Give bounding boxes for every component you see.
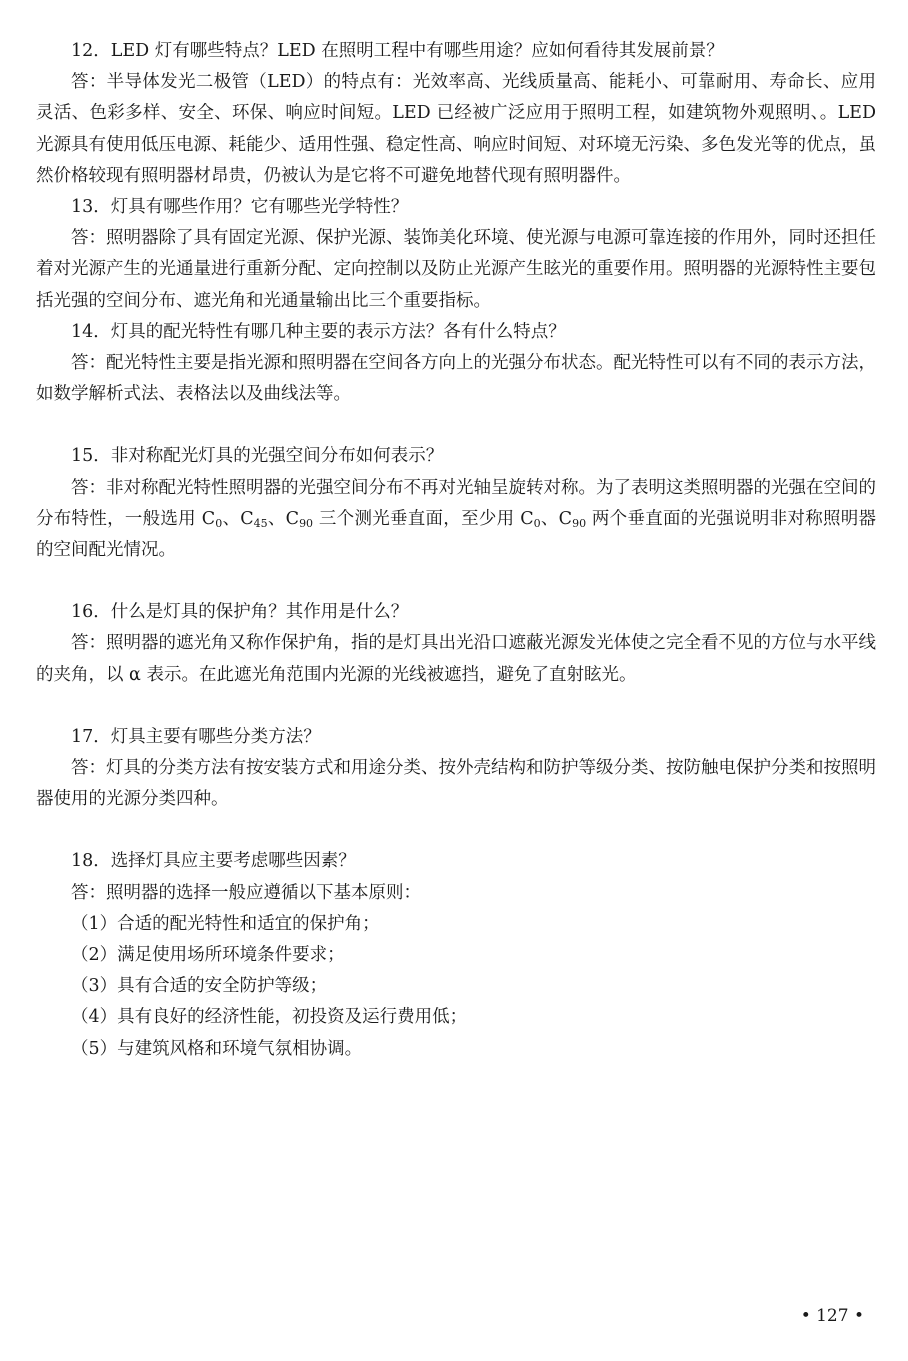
answer-segment: 答：非对称配光特性照明器的光强空间分布不再对光轴呈旋转对称。为了表明这类照明器的光强在空间的分布特性，一般选用 C [36, 477, 876, 529]
answer-segment: 两个垂直面的光强说明非对称照明器的空间配光情况。 [36, 508, 877, 561]
answer-text: 答：灯具的分类方法有按安装方式和用途分类、按外壳结构和防护等级分类、按防触电保护分类和按照明器使用的光源分类四种。 [36, 758, 876, 810]
list-item: （5）与建筑风格和环境气氛相协调。 [71, 1038, 363, 1059]
answer-segment: 、C [540, 508, 573, 529]
question-text: 15．非对称配光灯具的光强空间分布如何表示？ [71, 446, 444, 467]
qa-item-12 [36, 36, 876, 192]
subscript: 90 [572, 516, 587, 530]
question-text: 12．LED 灯有哪些特点？LED 在照明工程中有哪些用途？应如何看待其发展前景？ [71, 41, 724, 61]
qa-item-13 [36, 192, 876, 317]
question-text: 16．什么是灯具的保护角？其作用是什么？ [71, 602, 409, 623]
answer-text [36, 473, 876, 567]
answer-text: 答：照明器的遮光角又称作保护角，指的是灯具出光沿口遮蔽光源发光体使之完全看不见的方位与水平线的夹角，以 α 表示。在此遮光角范围内光源的光线被遮挡，避免了直射眩光。 [36, 633, 876, 685]
subscript: 0 [533, 516, 541, 530]
page-number: • 127 • [800, 1306, 864, 1326]
page-body [36, 36, 876, 1065]
question-text: 13．灯具有哪些作用？它有哪些光学特性？ [71, 197, 409, 218]
answer-segment: 、C [267, 508, 300, 529]
question-text: 17．灯具主要有哪些分类方法？ [71, 726, 321, 747]
answer-text: 答：半导体发光二极管（LED）的特点有：光效率高、光线质量高、能耗小、可靠耐用、寿命长、应用灵活、色彩多样、安全、环保、响应时间短。LED 已经被广泛应用于照明工程，如建筑物外观照明、。LED 光源具有使用低压电源、耗能少、适用性强、稳定性高、响应时间短、对环境无污染、多色发光等的优点，虽然价格较现有照明器材昂贵，仍被认为是它将不可避免地替代现有照明器件。 [36, 72, 876, 186]
subscript: 90 [299, 516, 314, 530]
qa-item-17 [36, 722, 876, 816]
subscript: 45 [253, 516, 268, 530]
qa-item-16 [36, 597, 876, 691]
answer-text: 答：配光特性主要是指光源和照明器在空间各方向上的光强分布状态。配光特性可以有不同的表示方法，如数学解析式法、表格法以及曲线法等。 [36, 353, 876, 405]
answer-text: 答：照明器除了具有固定光源、保护光源、装饰美化环境、使光源与电源可靠连接的作用外，同时还担任着对光源产生的光通量进行重新分配、定向控制以及防止光源产生眩光的重要作用。照明器的光源特性主要包括光强的空间分布、遮光角和光通量输出比三个重要指标。 [36, 228, 876, 311]
question-text: 18．选择灯具应主要考虑哪些因素？ [71, 851, 356, 872]
list-item: （2）满足使用场所环境条件要求； [71, 945, 345, 966]
list-item: （1）合适的配光特性和适宜的保护角； [71, 913, 380, 934]
answer-segment: 、C [222, 508, 254, 529]
question-text: 14．灯具的配光特性有哪几种主要的表示方法？各有什么特点？ [71, 321, 566, 342]
answer-segment: 三个测光垂直面，至少用 C [313, 508, 534, 529]
list-item: （3）具有合适的安全防护等级； [71, 976, 328, 997]
list-item: （4）具有良好的经济性能，初投资及运行费用低； [71, 1007, 468, 1028]
answer-text: 答：照明器的选择一般应遵循以下基本原则： [71, 882, 421, 903]
qa-item-14 [36, 317, 876, 411]
qa-item-15 [36, 441, 876, 566]
qa-item-18 [36, 846, 876, 1064]
subscript: 0 [215, 516, 223, 530]
